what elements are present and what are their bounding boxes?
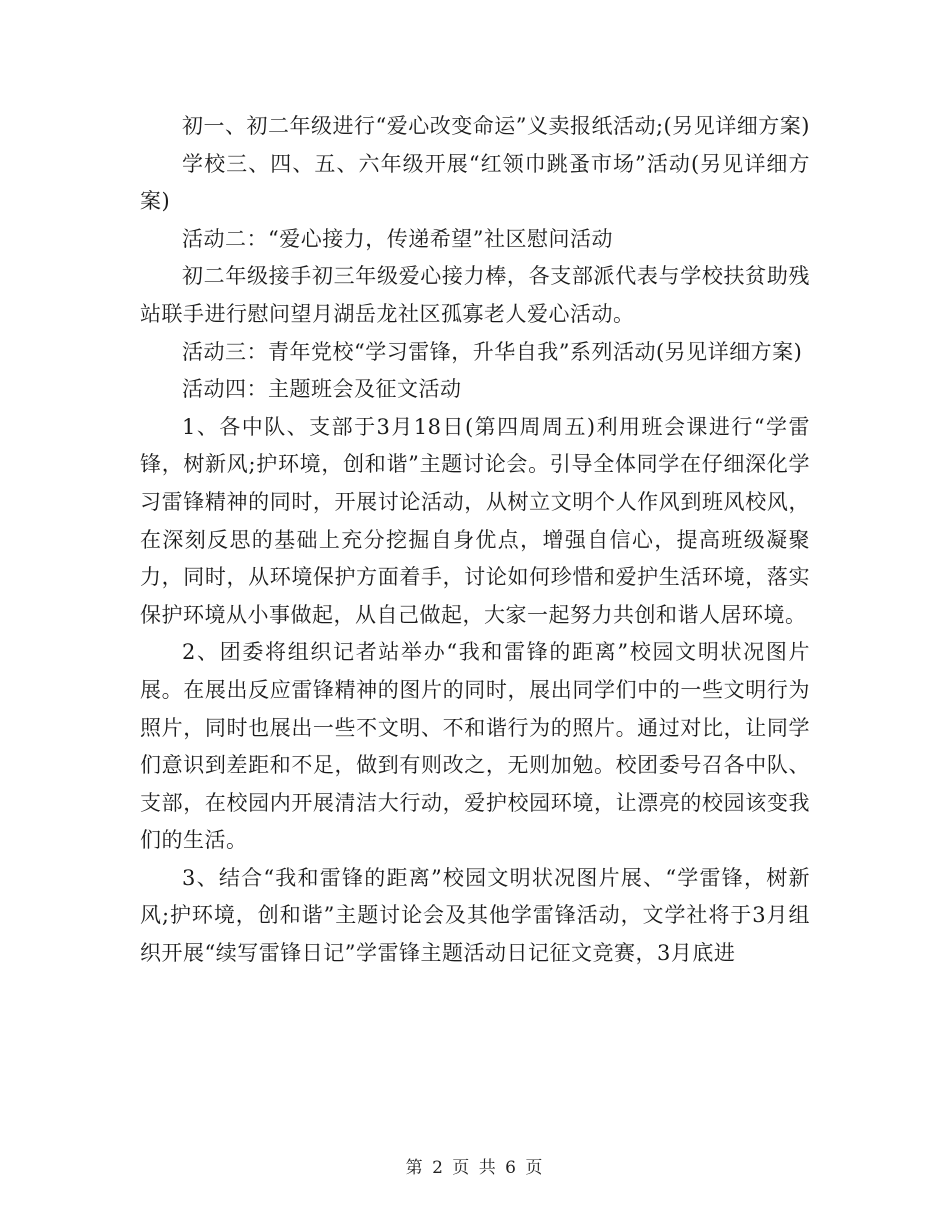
paragraph-item-2-photo-exhibition: 2、团委将组织记者站举办“我和雷锋的距离”校园文明状况图片展。在展出反应雷锋精神的图片的同时，展出同学们中的一些文明行为照片，同时也展出一些不文明、不和谐行为的照片。通过对比，让同学们意识到差距和不足，做到有则改之，无则加勉。校团委号召各中队、支部，在校园内开展清洁大行动，爱护校园环境，让漂亮的校园该变我们的生活。 xyxy=(140,640,810,853)
paragraph-item-1-class-meeting: 1、各中队、支部于3月18日(第四周周五)利用班会课进行“学雷锋，树新风;护环境，创和谐”主题讨论会。引导全体同学在仔细深化学习雷锋精神的同时，开展讨论活动，从树立文明个人作风到班风校风，在深刻反思的基础上充分挖掘自身优点，增强自信心，提高班级凝聚力，同时，从环境保护方面着手，讨论如何珍惜和爱护生活环境，落实保护环境从小事做起，从自己做起，大家一起努力共创和谐人居环境。 xyxy=(140,414,810,627)
heading-activity-two: 活动二：“爱心接力，传递希望”社区慰问活动 xyxy=(182,226,613,251)
page-number-footer: 第 2 页 共 6 页 xyxy=(405,1158,545,1178)
paragraph-charity-newspaper-sale: 初一、初二年级进行“爱心改变命运”义卖报纸活动;(另见详细方案) xyxy=(182,114,810,138)
paragraph-item-3-essay-contest: 3、结合“我和雷锋的距离”校园文明状况图片展、“学雷锋，树新风;护环境，创和谐”主题讨论会及其他学雷锋活动，文学社将于3月组织开展“续写雷锋日记”学雷锋主题活动日记征文竞赛，3月底进 xyxy=(140,865,810,966)
paragraph-flea-market: 学校三、四、五、六年级开展“红领巾跳蚤市场”活动(另见详细方案) xyxy=(140,151,810,214)
document-body xyxy=(140,108,810,973)
paragraph-community-visit: 初二年级接手初三年级爱心接力棒，各支部派代表与学校扶贫助残站联手进行慰问望月湖岳龙社区孤寡老人爱心活动。 xyxy=(140,264,810,326)
heading-activity-four: 活动四：主题班会及征文活动 xyxy=(182,377,462,402)
heading-activity-three: 活动三：青年党校“学习雷锋，升华自我”系列活动(另见详细方案) xyxy=(182,339,803,364)
